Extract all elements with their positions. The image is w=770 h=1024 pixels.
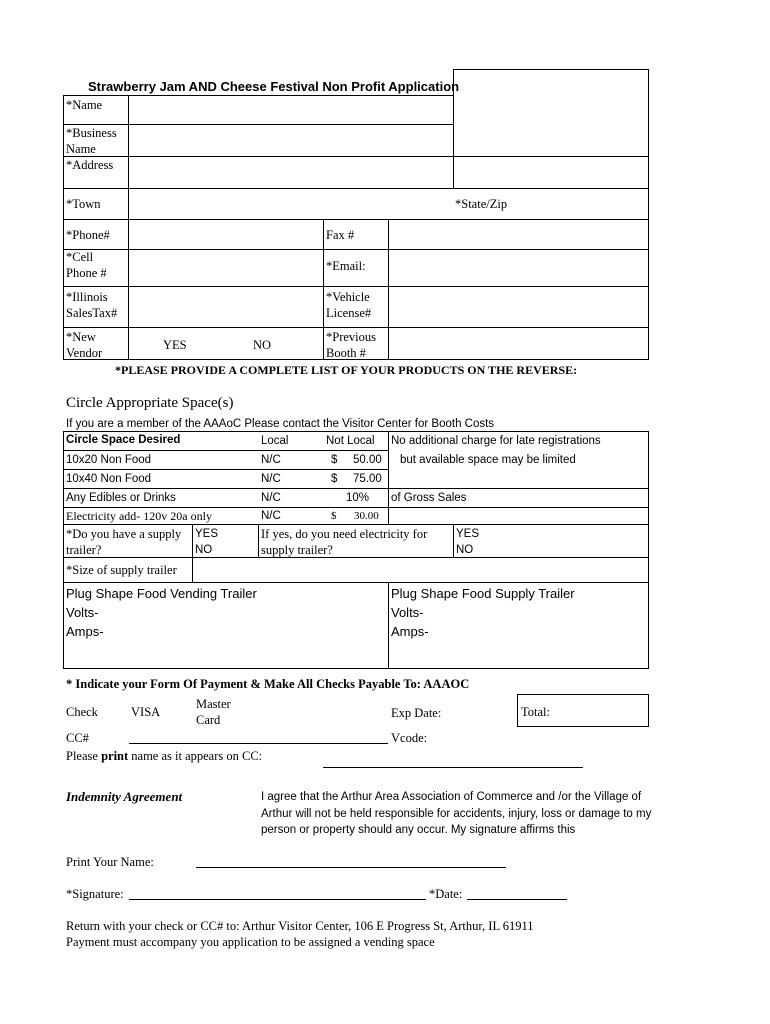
space-row-desc[interactable]: 10x40 Non Food: [66, 473, 152, 485]
spaces-heading: Circle Appropriate Space(s): [66, 395, 234, 411]
previous-booth-label: *Previous Booth #: [326, 330, 376, 360]
space-row-currency: $: [331, 454, 338, 466]
products-notice: *PLEASE PROVIDE A COMPLETE LIST OF YOUR PRODUCTS ON THE REVERSE:: [115, 363, 578, 377]
indemnity-text: I agree that the Arthur Area Association of Commerce and /or the Village of Arthur will not be held responsible for accidents, injury, loss or damage to my person or property should any occur. My signature affirms this: [261, 791, 652, 836]
name-input[interactable]: [129, 96, 453, 124]
business-name-label: *Business Name: [66, 126, 117, 156]
space-row-desc[interactable]: Electricity add- 120v 20a only: [66, 509, 212, 523]
cc-name-input[interactable]: [323, 767, 583, 768]
cc-input[interactable]: [129, 743, 388, 744]
vehicle-license-input[interactable]: [389, 287, 648, 327]
space-row-desc[interactable]: 10x20 Non Food: [66, 454, 152, 466]
supply-trailer-title: Plug Shape Food Supply Trailer: [391, 586, 575, 601]
supply-trailer-volts[interactable]: Volts-: [391, 605, 424, 620]
space-row-desc[interactable]: Any Edibles or Drinks: [66, 492, 176, 504]
space-row-not-local[interactable]: 10%: [346, 492, 370, 504]
phone-label: *Phone#: [66, 228, 110, 242]
supply-trailer-size-label: *Size of supply trailer: [66, 563, 177, 577]
supply-trailer-amps[interactable]: Amps-: [391, 624, 429, 639]
form-title: Strawberry Jam AND Cheese Festival Non Profit Application: [88, 79, 460, 94]
space-header-desc: Circle Space Desired: [66, 434, 181, 446]
address-label: *Address: [66, 158, 114, 172]
total-label: Total:: [521, 705, 550, 719]
return-address: Return with your check or CC# to: Arthur Visitor Center, 106 E Progress St, Arthur, IL 61911: [66, 919, 534, 933]
signature-input[interactable]: [129, 899, 426, 900]
space-row-local[interactable]: N/C: [261, 473, 281, 485]
print-your-name-input[interactable]: [196, 867, 506, 868]
cc-label: CC#: [66, 731, 89, 745]
town-input[interactable]: [129, 189, 453, 219]
sales-tax-label: *Illinois SalesTax#: [66, 290, 118, 320]
email-label: *Email:: [326, 259, 366, 273]
supply-trailer-no[interactable]: NO: [195, 544, 213, 556]
fax-input[interactable]: [389, 220, 648, 249]
space-row-not-local[interactable]: 75.00: [353, 473, 382, 485]
indemnity-title: Indemnity Agreement: [66, 789, 183, 804]
payment-mastercard[interactable]: Master Card: [196, 697, 231, 727]
address-input[interactable]: [129, 157, 648, 188]
space-header-local: Local: [261, 435, 289, 447]
date-input[interactable]: [467, 899, 567, 900]
vending-trailer-volts[interactable]: Volts-: [66, 605, 99, 620]
space-row-not-local[interactable]: 30.00: [354, 510, 379, 522]
new-vendor-no[interactable]: NO: [253, 338, 272, 352]
space-header-not-local: Not Local: [326, 435, 375, 447]
vending-trailer-amps[interactable]: Amps-: [66, 624, 104, 639]
fax-label: Fax #: [326, 228, 355, 242]
payment-heading: * Indicate your Form Of Payment & Make All Checks Payable To: AAAOC: [66, 677, 470, 691]
print-name-instruction: Please print name as it appears on CC:: [66, 749, 263, 763]
space-row-local[interactable]: N/C: [261, 510, 281, 522]
new-vendor-label: *New Vendor: [66, 330, 103, 360]
email-input[interactable]: [389, 250, 648, 286]
vending-trailer-title: Plug Shape Food Vending Trailer: [66, 586, 257, 601]
vcode-label: Vcode:: [391, 731, 428, 745]
space-row-local[interactable]: N/C: [261, 454, 281, 466]
space-row-local[interactable]: N/C: [261, 492, 281, 504]
space-row-currency: $: [331, 510, 337, 522]
name-label: *Name: [66, 98, 103, 112]
vehicle-license-label: *Vehicle License#: [326, 290, 372, 320]
state-zip-label: *State/Zip: [455, 197, 508, 211]
electricity-no[interactable]: NO: [456, 544, 474, 556]
electricity-question: If yes, do you need electricity for supply trailer?: [261, 527, 428, 557]
business-name-input[interactable]: [129, 125, 453, 156]
member-note: If you are a member of the AAAoC Please contact the Visitor Center for Booth Costs: [66, 418, 495, 430]
signature-label: *Signature:: [66, 887, 124, 901]
payment-check[interactable]: Check: [66, 705, 98, 719]
space-row-currency: $: [331, 473, 338, 485]
supply-trailer-question: *Do you have a supply trailer?: [66, 527, 182, 557]
cell-phone-label: *Cell Phone #: [66, 250, 107, 280]
print-your-name-label: Print Your Name:: [66, 855, 154, 869]
sales-tax-input[interactable]: [129, 287, 323, 327]
space-header-note: No additional charge for late registrations: [391, 435, 601, 447]
payment-visa[interactable]: VISA: [131, 705, 161, 719]
supply-trailer-size-input[interactable]: [193, 558, 648, 582]
space-row-not-local[interactable]: 50.00: [353, 454, 382, 466]
supply-trailer-yes[interactable]: YES: [195, 528, 219, 540]
phone-input[interactable]: [129, 220, 323, 249]
exp-date-label: Exp Date:: [391, 706, 442, 720]
space-row-note: of Gross Sales: [391, 492, 467, 504]
cell-phone-input[interactable]: [129, 250, 323, 286]
payment-note: Payment must accompany you application to be assigned a vending space: [66, 935, 435, 949]
town-label: *Town: [66, 197, 101, 211]
electricity-yes[interactable]: YES: [456, 528, 480, 540]
new-vendor-yes[interactable]: YES: [163, 338, 187, 352]
space-row-note: but available space may be limited: [400, 454, 576, 466]
date-label: *Date:: [429, 887, 463, 901]
previous-booth-input[interactable]: [389, 328, 648, 359]
